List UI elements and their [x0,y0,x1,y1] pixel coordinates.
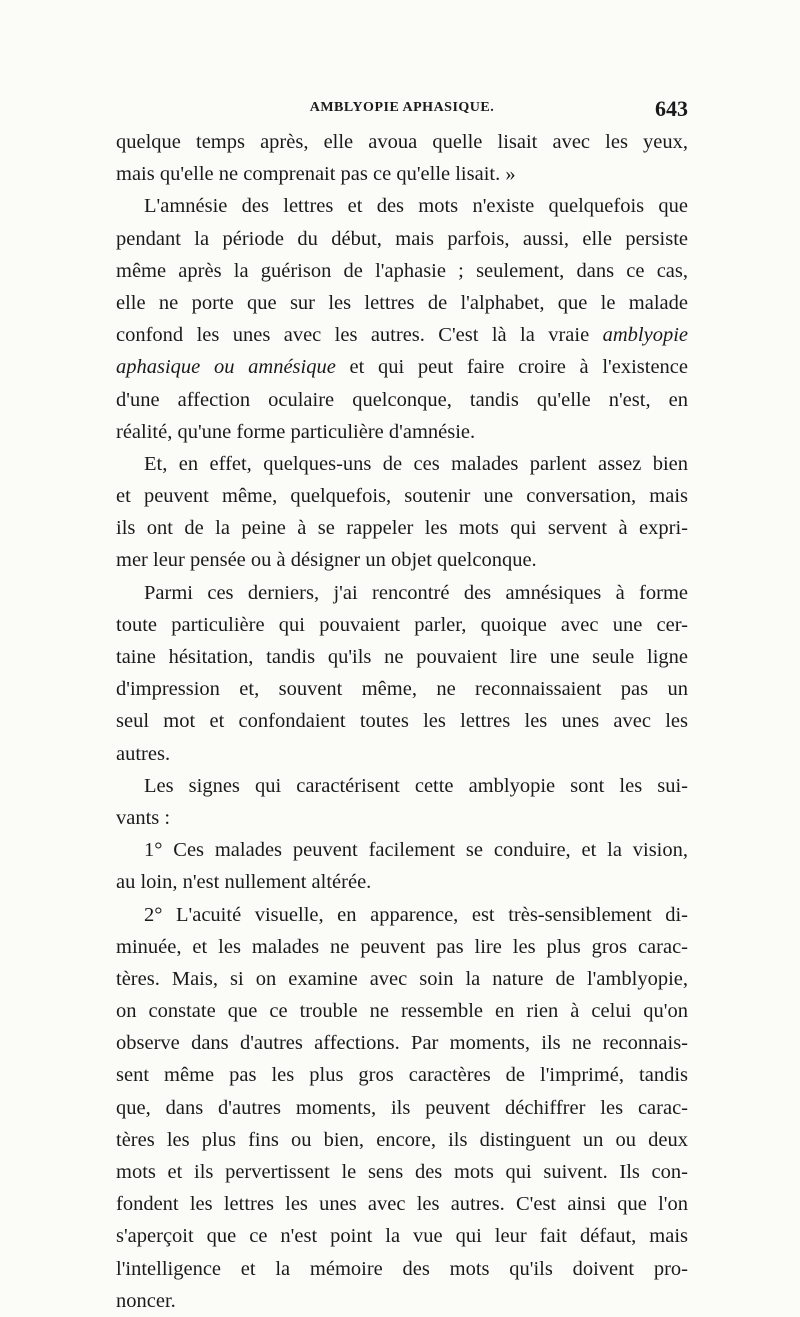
text-line [116,770,688,802]
text-line [116,834,688,866]
line-text: mer leur pensée ou à désigner un objet quelconque. [116,549,537,572]
text-line [116,126,688,158]
line-text: mots et ils pervertissent le sens des mots qui suivent. Ils con- [116,1161,688,1183]
line-italic-text: amblyopie [602,324,688,347]
text-line [116,255,688,287]
text-line [116,384,688,416]
text-line [116,963,688,995]
line-text: observe dans d'autres affections. Par moments, ils ne reconnais- [116,1032,688,1055]
text-line [116,802,688,834]
text-line [116,351,688,383]
line-text: minuée, et les malades ne peuvent pas lire les plus gros carac- [116,935,688,958]
body-text [116,126,688,1317]
page-number: 643 [655,96,688,121]
line-text: d'impression et, souvent même, ne reconnaissaient pas un [116,678,688,701]
text-line [116,448,688,480]
line-text: autres. [116,742,171,765]
text-line [116,609,688,641]
text-line [116,673,688,705]
line-text: elle ne porte que sur les lettres de l'alphabet, que le malade [116,291,688,314]
text-line [116,1220,688,1252]
text-line [116,190,688,222]
line-text: toute particulière qui pouvaient parler, quoique avec une cer- [116,613,688,636]
text-line [116,899,688,931]
running-title: AMBLYOPIE APHASIQUE. [309,100,495,115]
text-line [116,641,688,673]
text-line [116,480,688,512]
text-line [116,705,688,737]
text-line [116,1188,688,1220]
text-line [116,1253,688,1285]
line-text: quelque temps après, elle avoua quelle lisait avec les yeux, [116,131,688,153]
text-line [116,158,688,190]
line-text: sent même pas les plus gros caractères de l'imprimé, tandis [116,1064,688,1087]
text-line [116,416,688,448]
line-text: confond les unes avec les autres. C'est là la vraie [116,324,603,347]
line-text: pendant la période du début, mais parfois, aussi, elle persiste [116,227,688,250]
text-line [116,995,688,1027]
text-line [116,1027,688,1059]
text-line [116,544,688,576]
text-line [116,738,688,770]
line-text: tères. Mais, si on examine avec soin la nature de l'amblyopie, [116,967,688,990]
line-text: tères les plus fins ou bien, encore, ils distinguent un ou deux [116,1128,688,1151]
line-text: on constate que ce trouble ne ressemble en rien à celui qu'on [116,1000,688,1023]
line-text: l'intelligence et la mémoire des mots qu'ils doivent pro- [116,1257,688,1280]
line-text: L'amnésie des lettres et des mots n'existe quelquefois que [144,195,688,218]
line-text: seul mot et confondaient toutes les lettres les unes avec les [116,710,688,733]
text-line [116,1156,688,1188]
text-line [116,931,688,963]
line-text: fondent les lettres les unes avec les autres. C'est ainsi que l'on [116,1193,688,1216]
text-line [116,319,688,351]
line-text: taine hésitation, tandis qu'ils ne pouvaient lire une seule ligne [116,646,688,668]
line-text: vants : [116,806,171,829]
line-text: Et, en effet, quelques-uns de ces malades parlent assez bien [144,452,688,475]
text-line [116,1092,688,1124]
line-text: et peuvent même, quelquefois, soutenir une conversation, mais [116,485,688,508]
line-text: au loin, n'est nullement altérée. [116,871,372,894]
line-text: noncer. [116,1289,176,1312]
line-text: s'aperçoit que ce n'est point la vue qui leur fait défaut, mais [116,1225,688,1248]
line-text: d'une affection oculaire quelconque, tandis qu'elle n'est, en [116,388,688,411]
line-italic-text: aphasique ou amnésique [116,356,336,379]
text-line [116,1059,688,1091]
text-line [116,866,688,898]
line-text: réalité, qu'une forme particulière d'amnésie. [116,420,476,443]
line-text: et qui peut faire croire à l'existence [335,356,688,379]
text-line [116,512,688,544]
text-line [116,223,688,255]
line-text: Les signes qui caractérisent cette amblyopie sont les sui- [144,774,688,797]
text-line [116,1285,688,1317]
line-text: Parmi ces derniers, j'ai rencontré des amnésiques à forme [144,581,688,604]
line-text: 1° Ces malades peuvent facilement se conduire, et la vision, [144,839,688,862]
text-line [116,1124,688,1156]
line-text: que, dans d'autres moments, ils peuvent déchiffrer les carac- [116,1096,688,1119]
running-head [116,96,688,126]
line-text: ils ont de la peine à se rappeler les mots qui servent à expri- [116,517,688,540]
line-text: même après la guérison de l'aphasie ; seulement, dans ce cas, [116,259,688,282]
text-line [116,287,688,319]
line-text: 2° L'acuité visuelle, en apparence, est très-sensiblement di- [144,903,688,926]
text-line [116,577,688,609]
line-text: mais qu'elle ne comprenait pas ce qu'elle lisait. » [116,163,516,186]
